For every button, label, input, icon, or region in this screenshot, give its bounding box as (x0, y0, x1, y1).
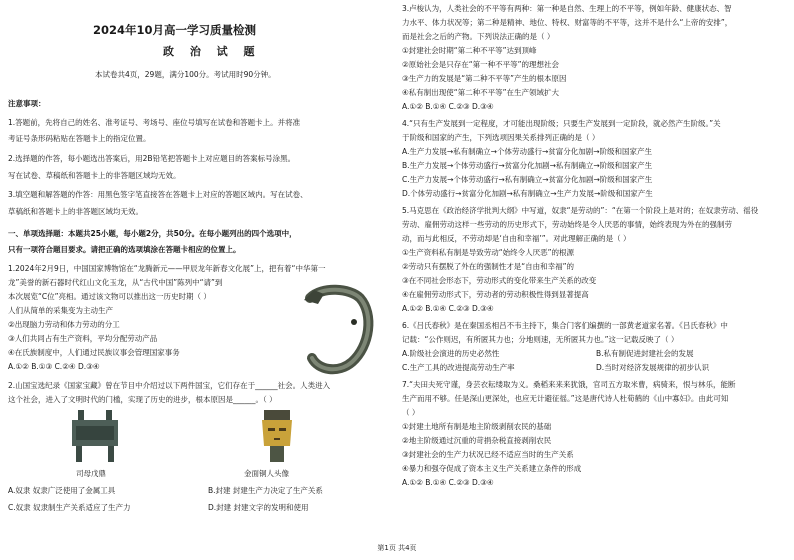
q7-stem: （ ） (402, 408, 420, 417)
q1-statement: ②出现脑力劳动和体力劳动的分工 (8, 320, 120, 329)
page-footer: 第1页 共4页 (377, 544, 417, 552)
q3-stem: 力水平、体力状况等；第二种是精神、地位、特权、财富等的不平等，这并不是什么“上帝的安排”， (402, 18, 733, 27)
q7-statement: ①封建土地所有制是地主阶级剥削农民的基础 (402, 422, 552, 431)
q4-option: D.个体劳动盛行→贫富分化加剧→私有制确立→生产力发展→阶级和国家产生 (402, 189, 653, 198)
q6-stem: 记载：“公作则迟，有所匿其力也；分地则速，无所匿其力也。”这一记载反映了（ ） (402, 335, 679, 344)
q2-option: D.封建 封建文字的发明和使用 (208, 503, 309, 512)
q2-stem: 这个社会，进入了文明时代的门槛，实现了历史的进步，根本原因是______。（ ） (8, 395, 277, 404)
q5-stem: 动，而与此相反，不劳动却是‘自由和幸福’”。对此理解正确的是（ ） (402, 234, 631, 243)
q1-statement: ③人们共同占有生产资料，平均分配劳动产品 (8, 334, 158, 343)
exam-title: 2024年10月高一学习质量检测 (93, 23, 257, 37)
q2-option: B.封建 封建生产力决定了生产关系 (208, 486, 323, 495)
section-heading: 只有一项符合题目要求。请把正确的选项填涂在答题卡相应的位置上。 (8, 245, 241, 254)
note-line: 2.选择题的作答，每小题选出答案后，用2B铅笔把答题卡上对应题目的答案标号涂黑。 (8, 154, 296, 163)
q6-option: A.阶级社会演进的历史必然性 (402, 349, 500, 358)
q5-stem: 5.马克思在《政治经济学批判大纲》中写道，奴隶“是劳动的”：“在第一个阶段上是对的；在奴隶劳动、徭役 (402, 206, 759, 215)
q1-statement: 人们从简单的采集变为主动生产 (8, 306, 113, 315)
note-line: 1.答题前，先将自己的姓名、准考证号、考场号、座位号填写在试卷和答题卡上。并将准 (8, 118, 301, 127)
q3-statement: ①封建社会时期“第二种不平等”达到顶峰 (402, 46, 537, 55)
left-column (0, 0, 396, 560)
note-line: 草稿纸和答题卡上的非答题区域均无效。 (8, 207, 143, 216)
q1-options: A.①② B.①③ C.②④ D.③④ (8, 362, 100, 371)
q5-statement: ④在雇佣劳动形式下，劳动者的劳动积极性得到显著提高 (402, 290, 589, 299)
q5-statement: ②劳动只有摆脱了外在的强制性才是“自由和幸福”的 (402, 262, 574, 271)
q6-stem: 6.《吕氏春秋》是在秦国丞相吕不韦主持下，集合门客们编撰的一部黄老道家名著。《吕氏春秋》中 (402, 321, 728, 330)
q3-stem: 而是社会之后的产物。下列说法正确的是（ ） (402, 32, 555, 41)
q6-option: C.生产工具的改进提高劳动生产率 (402, 363, 515, 372)
q4-stem: 4.“只有生产发展到一定程度，才可能出现阶级；只要生产发展到一定阶段，就必然产生阶级。”关 (402, 119, 721, 128)
jade-dragon-image (300, 284, 378, 376)
q5-options: A.①② B.①④ C.②③ D.③④ (402, 304, 494, 313)
q7-statement: ④暴力和强夺促成了资本主义生产关系建立条件的形成 (402, 464, 582, 473)
q1-stem: 本次展览“C位”亮相。通过该文物可以推出这一历史时期（ ） (8, 292, 211, 301)
note-line: 考证号条形码粘贴在答题卡上的指定位置。 (8, 134, 151, 143)
exam-info: 本试卷共4页，29题，满分100分。考试用时90分钟。 (95, 70, 276, 79)
simuwu-ding-image (68, 410, 122, 462)
q5-stem: 劳动、雇佣劳动这样一些劳动的历史形式下，劳动始终是令人厌恶的事情，始终表现为外在的强制劳 (402, 220, 732, 229)
q4-option: B.生产力发展→个体劳动盛行→贫富分化加剧→私有制确立→阶级和国家产生 (402, 161, 653, 170)
q2-image-caption: 金面铜人头像 (244, 469, 289, 478)
q2-option: C.奴隶 奴隶制生产关系适应了生产力 (8, 503, 131, 512)
q3-statement: ②原始社会是只存在“第一种不平等”的理想社会 (402, 60, 559, 69)
q4-option: C.生产力发展→个体劳动盛行→私有制确立→贫富分化加剧→阶级和国家产生 (402, 175, 653, 184)
q4-option: A.生产力发展→私有制确立→个体劳动盛行→贫富分化加剧→阶级和国家产生 (402, 147, 653, 156)
notes-heading: 注意事项： (8, 99, 46, 108)
note-line: 写在试卷、草稿纸和答题卡上的非答题区域均无效。 (8, 171, 181, 180)
q6-option: B.私有制促进封建社会的发展 (596, 349, 694, 358)
q5-statement: ③在不同社会形态下，劳动形式的变化带来生产关系的改变 (402, 276, 597, 285)
q4-stem: 于阶级和国家的产生，下列选项因果关系排列正确的是（ ） (402, 133, 600, 142)
q7-statement: ③封建社会的生产力状况已经不适应当时的生产关系 (402, 450, 574, 459)
q2-image-caption: 司母戊鼎 (76, 469, 106, 478)
q7-options: A.①② B.①④ C.②③ D.③④ (402, 478, 494, 487)
q7-stem: 7.“夫田夫死守谨，身芸衣耘缕取为义。桑稻来来来犹饿，官司五方取米曹，病骑来，恨与林乐，能断 (402, 380, 736, 389)
q7-stem: 生产而用不够。任是深山更深处，也应无计避征徭。”这是唐代诗人杜荀鹤的《山中寡妇》。由此可知 (402, 394, 729, 403)
q3-statement: ③生产力的发展是“第二种不平等”产生的根本原因 (402, 74, 567, 83)
q2-option: A.奴隶 奴隶广泛使用了金属工具 (8, 486, 116, 495)
q7-statement: ②地主阶级通过沉重的苛捐杂税直接剥削农民 (402, 436, 552, 445)
exam-subject: 政 治 试 题 (163, 45, 261, 58)
section-heading: 一、单项选择题：本题共25小题，每小题2分，共50分。在每小题列出的四个选项中， (8, 229, 297, 238)
note-line: 3.填空题和解答题的作答：用黑色签字笔直接答在答题卡上对应的答题区域内。写在试卷、 (8, 190, 308, 199)
q3-options: A.①② B.①④ C.②③ D.③④ (402, 102, 494, 111)
q1-stem: 1.2024年2月9日，中国国家博物馆在“龙腾新元——甲辰龙年新春文化展”上，把有着“中华第一 (8, 264, 326, 273)
q5-statement: ①生产资料私有制是导致劳动“始终令人厌恶”的根源 (402, 248, 574, 257)
q1-stem: 龙”美誉的新石器时代红山文化玉龙，从“古代中国”陈列中“请”到 (8, 278, 223, 287)
gold-mask-head-image (258, 410, 296, 462)
q1-statement: ④在氏族制度中，人们通过民族议事会管理国家事务 (8, 348, 180, 357)
q2-stem: 2.山国宝选纪录《国家宝藏》曾在节目中介绍过以下两件国宝，它们存在于______社会。人类进入 (8, 381, 331, 390)
right-column (398, 0, 794, 560)
q3-statement: ④私有制出现使“第二种不平等”在生产领域扩大 (402, 88, 559, 97)
q6-option: D.当时对经济发展规律的初步认识 (596, 363, 710, 372)
q3-stem: 3.卢梭认为，人类社会的不平等有两种：第一种是自然、生理上的不平等，例如年龄、健康状态、智 (402, 4, 732, 13)
